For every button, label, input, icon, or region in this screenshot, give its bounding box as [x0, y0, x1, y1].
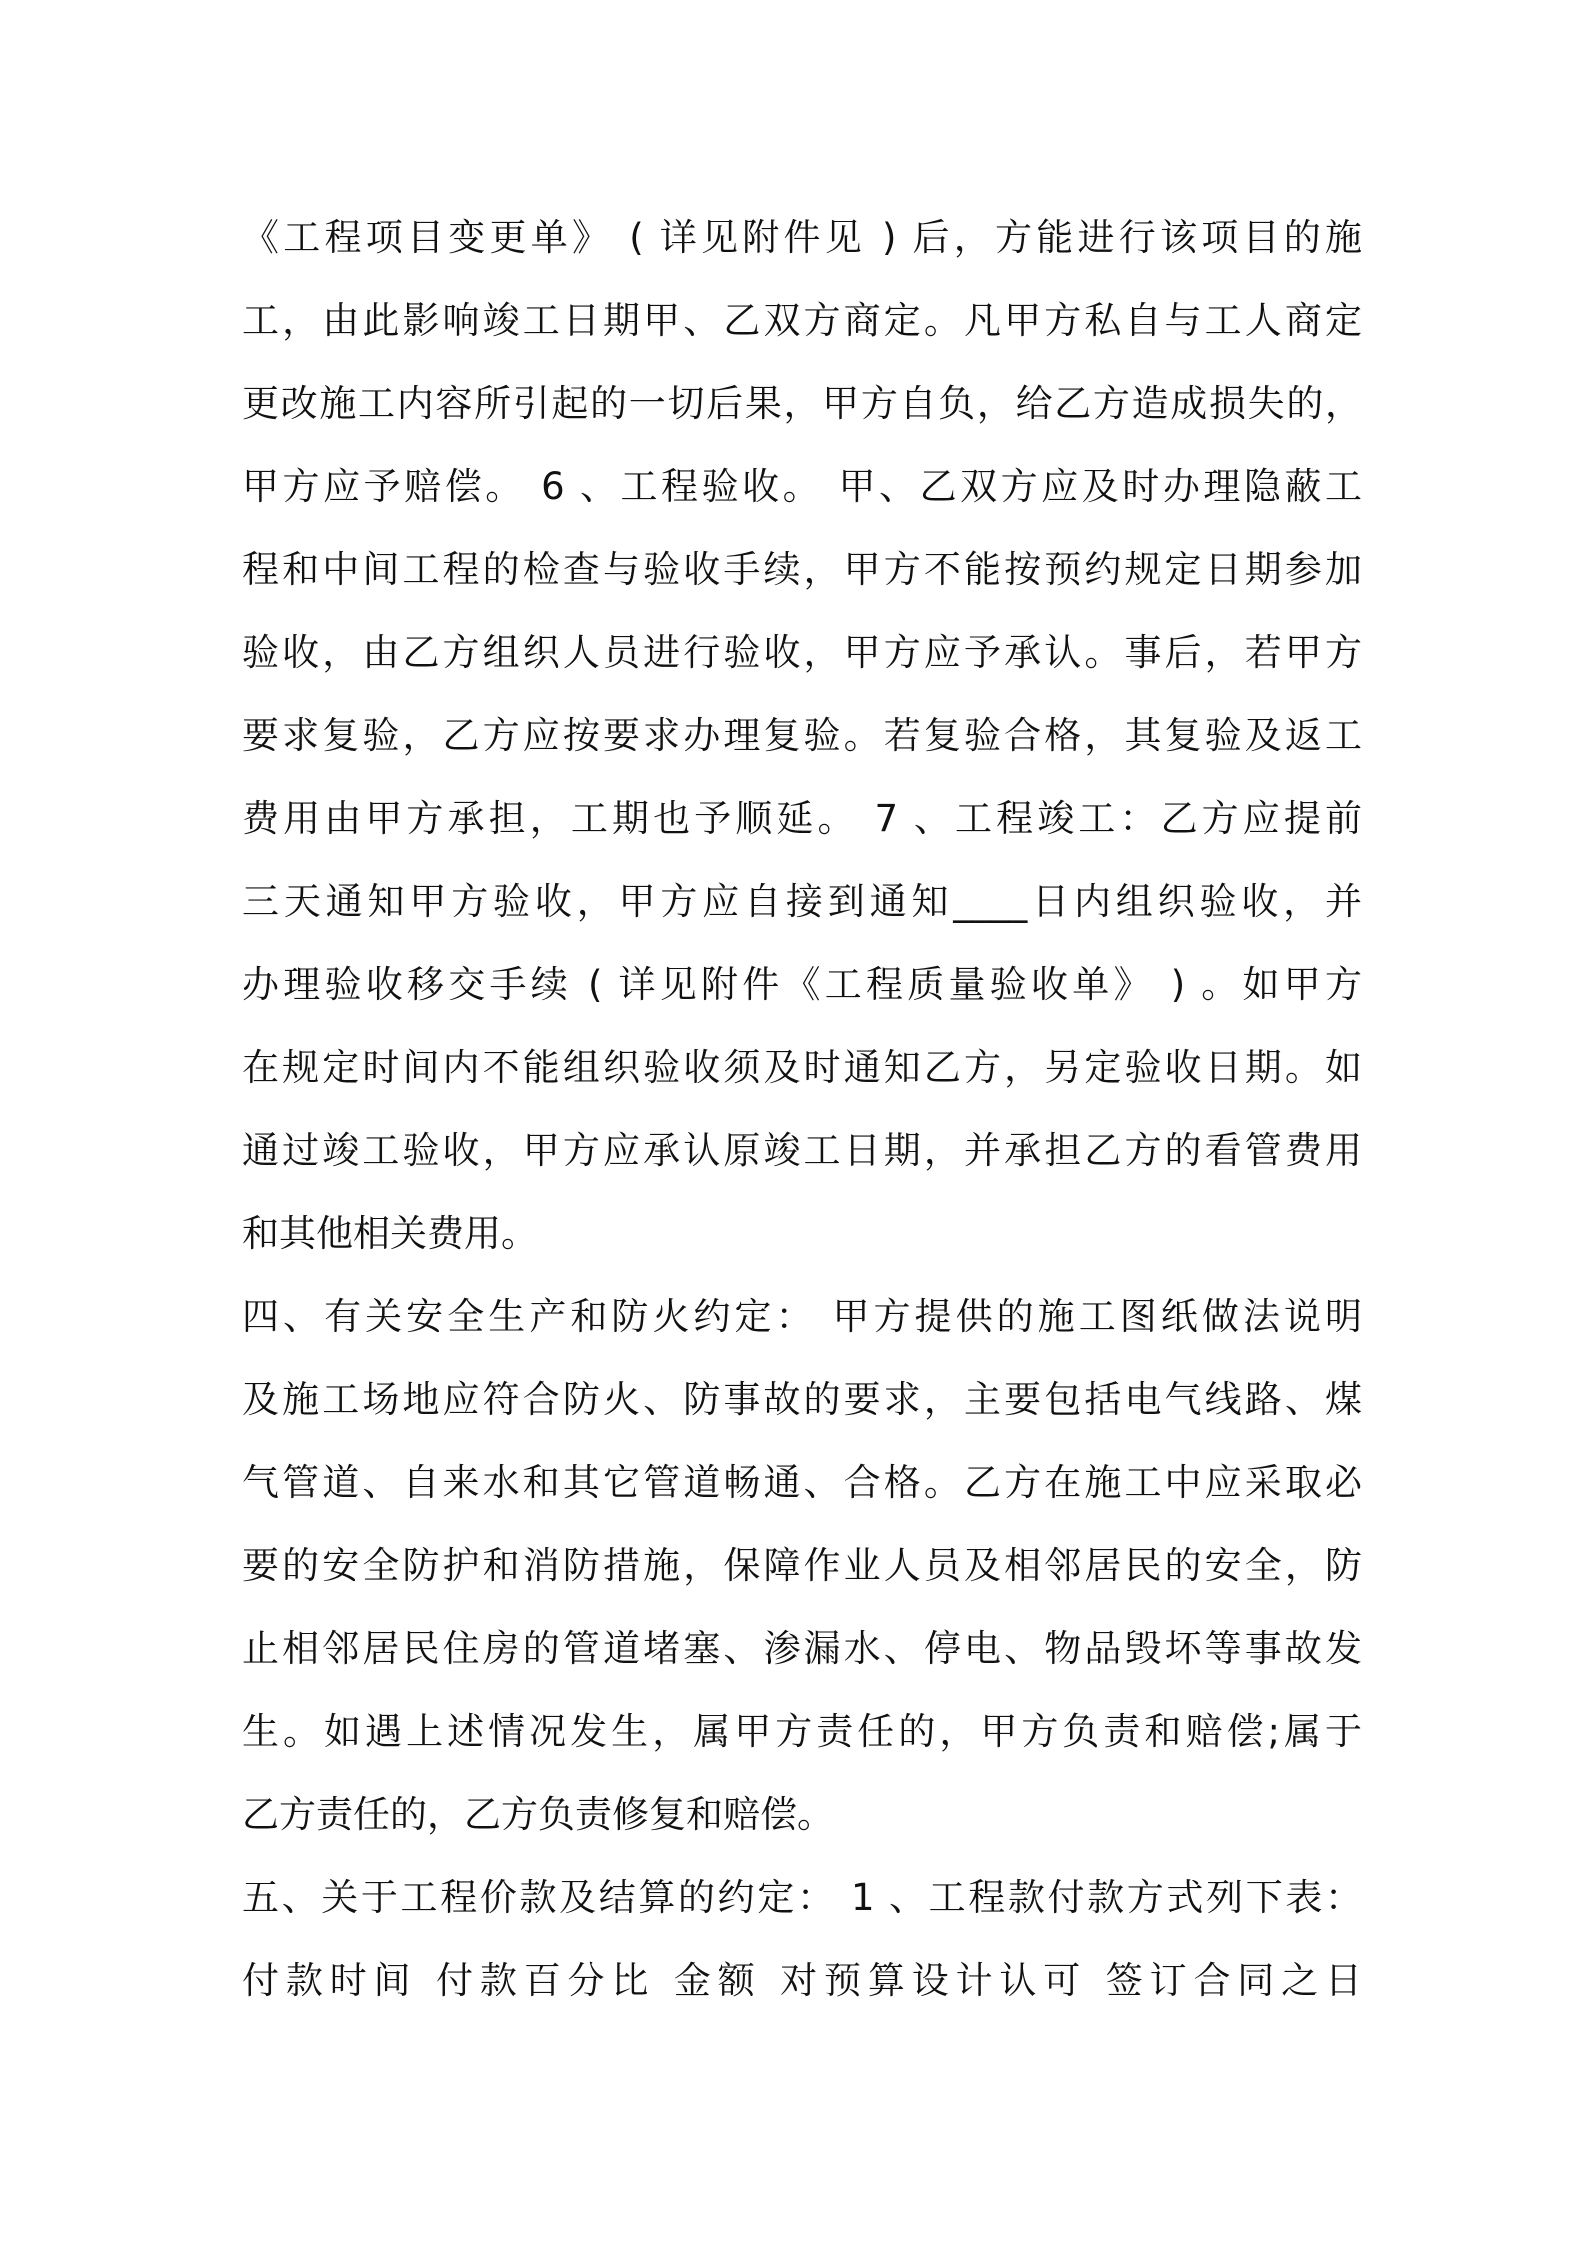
paragraph-acceptance-terms [242, 196, 1362, 1275]
text-line: 在规定时间内不能组织验收须及时通知乙方，另定验收日期。如 [242, 1046, 1362, 1089]
paragraph-safety-fire-terms [242, 1275, 1362, 1856]
text-line: 要求复验，乙方应按要求办理复验。若复验合格，其复验及返工 [242, 714, 1362, 757]
text-line: 更改施工内容所引起的一切后果，甲方自负，给乙方造成损失的， [242, 382, 1362, 425]
paragraph-payment-settlement-terms [242, 1856, 1362, 2022]
text-line: 办理验收移交手续 ( 详见附件《工程质量验收单》 ) 。如甲方 [242, 963, 1362, 1006]
text-line: 要的安全防护和消防措施，保障作业人员及相邻居民的安全，防 [242, 1544, 1362, 1587]
text-line: 通过竣工验收，甲方应承认原竣工日期，并承担乙方的看管费用 [242, 1129, 1362, 1172]
text-line: 止相邻居民住房的管道堵塞、渗漏水、停电、物品毁坏等事故发 [242, 1627, 1362, 1670]
text-line: 验收，由乙方组织人员进行验收，甲方应予承认。事后，若甲方 [242, 631, 1362, 674]
text-line: 费用由甲方承担，工期也予顺延。 7 、工程竣工：乙方应提前 [242, 797, 1362, 840]
text-line: 和其他相关费用。 [242, 1212, 538, 1255]
text-line: 四、有关安全生产和防火约定： 甲方提供的施工图纸做法说明 [242, 1295, 1362, 1338]
text-line: 《工程项目变更单》 ( 详见附件见 ) 后，方能进行该项目的施 [242, 216, 1362, 259]
text-line: 工，由此影响竣工日期甲、乙双方商定。凡甲方私自与工人商定 [242, 299, 1362, 342]
text-line: 五、关于工程价款及结算的约定： 1 、工程款付款方式列下表： [242, 1876, 1362, 1919]
text-line: 甲方应予赔偿。 6 、工程验收。 甲、乙双方应及时办理隐蔽工 [242, 465, 1362, 508]
text-line: 及施工场地应符合防火、防事故的要求，主要包括电气线路、煤 [242, 1378, 1362, 1421]
text-line: 生。如遇上述情况发生，属甲方责任的，甲方负责和赔偿;属于 [242, 1710, 1362, 1753]
text-line: 气管道、自来水和其它管道畅通、合格。乙方在施工中应采取必 [242, 1461, 1362, 1504]
text-line: 程和中间工程的检查与验收手续，甲方不能按预约规定日期参加 [242, 548, 1362, 591]
document-body [242, 196, 1362, 2022]
text-line: 三天通知甲方验收，甲方应自接到通知____日内组织验收，并 [242, 880, 1362, 923]
payment-table-header-line: 付款时间 付款百分比 金额 对预算设计认可 签订合同之日 [242, 1959, 1362, 2002]
text-line: 乙方责任的，乙方负责修复和赔偿。 [242, 1793, 834, 1836]
